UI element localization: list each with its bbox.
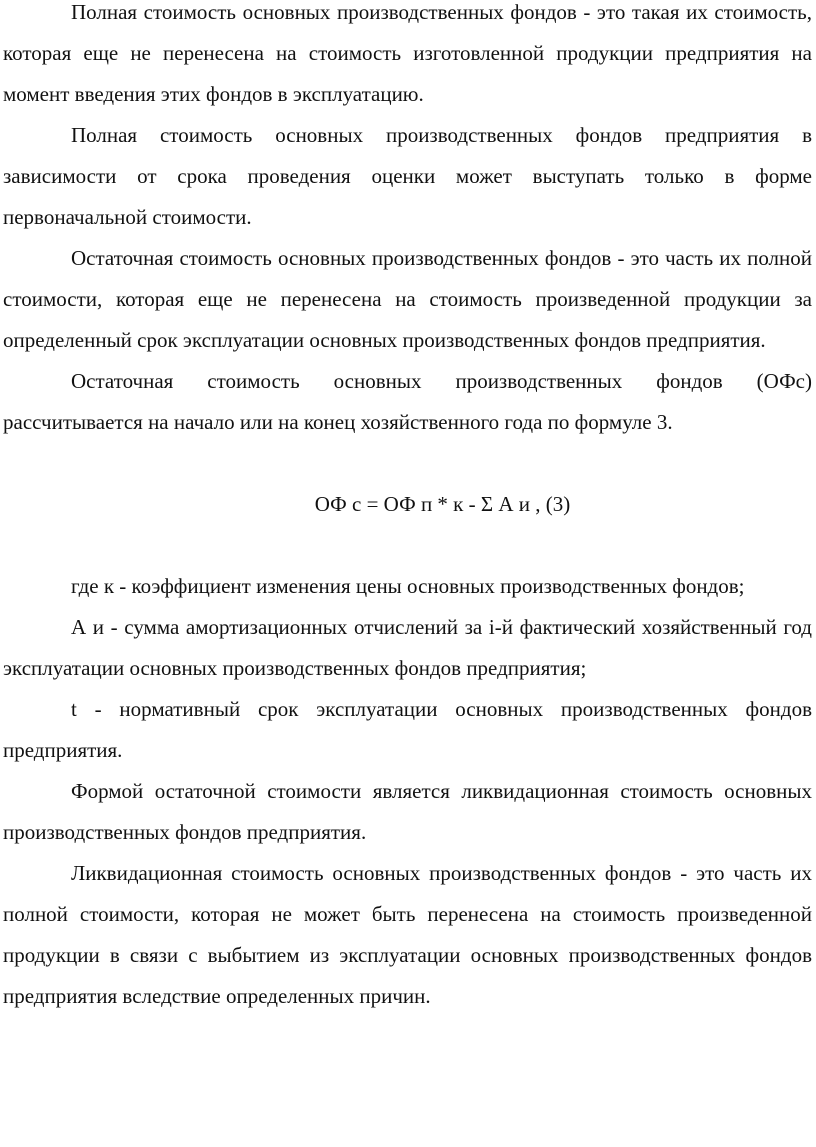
paragraph-full-cost-definition: Полная стоимость основных производственных фондов - это такая их стоимость, которая еще не перенесена на стоимость изготовленной продукции предприятия на момент введения этих фондов в эксплуатацию. (3, 0, 812, 106)
paragraph-liquidation-definition: Ликвидационная стоимость основных производственных фондов - это часть их полной стоимости, которая не может быть перенесена на стоимость произведенной продукции в связи с выбытием из эксплуатации основных производственных фондов предприятия вследствие определенных причин. (3, 861, 812, 1008)
paragraph-liquidation-form: Формой остаточной стоимости является ликвидационная стоимость основных производственных фондов предприятия. (3, 779, 812, 844)
definition-a-i: А и - сумма амортизационных отчислений за i-й фактический хозяйственный год эксплуатации основных производственных фондов предприятия; (3, 615, 812, 680)
paragraph-residual-cost-definition: Остаточная стоимость основных производственных фондов - это часть их полной стоимости, которая еще не перенесена на стоимость произведенной продукции за определенный срок эксплуатации основных производственных фондов предприятия. (3, 246, 812, 352)
paragraph-full-cost-evaluation: Полная стоимость основных производственных фондов предприятия в зависимости от срока проведения оценки может выступать только в форме первоначальной стоимости. (3, 123, 812, 229)
paragraph-residual-cost-calculation: Остаточная стоимость основных производственных фондов (ОФс) рассчитывается на начало или на конец хозяйственного года по формуле 3. (3, 369, 812, 434)
definition-k: где к - коэффициент изменения цены основных производственных фондов; (71, 574, 745, 598)
formula-3: ОФ с = ОФ п * к - Σ А и , (3) (314, 492, 571, 516)
definition-t: t - нормативный срок эксплуатации основных производственных фондов предприятия. (3, 697, 812, 762)
